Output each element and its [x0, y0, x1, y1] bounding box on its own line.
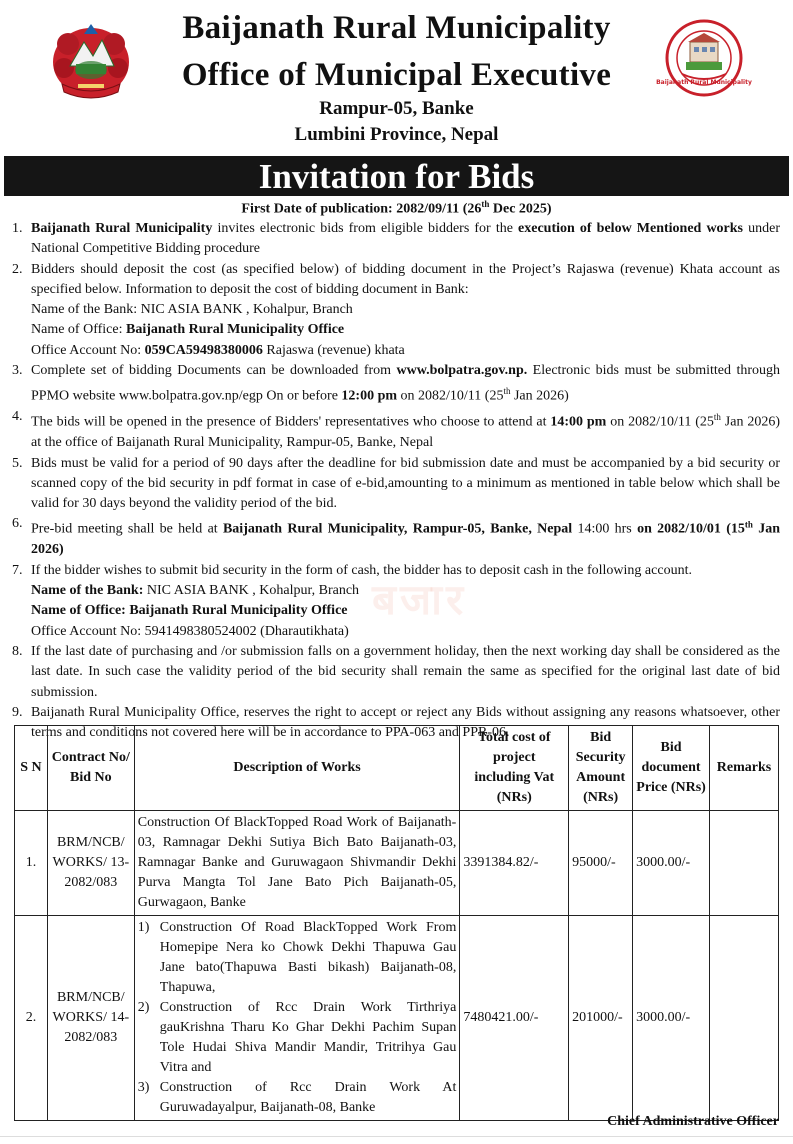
cell-doc-price: 3000.00/-	[633, 916, 710, 1121]
cell-remarks	[710, 916, 779, 1121]
col-remarks: Remarks	[710, 726, 779, 811]
col-sn: S N	[15, 726, 48, 811]
cell-bid-security: 201000/-	[569, 916, 633, 1121]
office-name: Office of Municipal Executive	[181, 57, 612, 93]
office-line: Name of Office: Baijanath Rural Municipality Office	[31, 603, 348, 619]
work-item: 3) Construction of Rcc Drain Work At Guruwadayalpur, Baijanath-08, Banke	[137, 1080, 457, 1115]
municipality-seal-icon	[656, 18, 752, 98]
list-item: 1. Baijanath Rural Municipality invites electronic bids from eligible bidders for the execution of below Mentioned works under National Competitive Bidding procedure	[12, 221, 780, 257]
divider	[0, 1136, 793, 1137]
bank-name: Name of the Bank: NIC ASIA BANK , Kohalpur, Branch	[31, 583, 360, 599]
works-table	[14, 725, 779, 1121]
cell-contract: BRM/NCB/ WORKS/ 13-2082/083	[47, 811, 134, 916]
col-contract: Contract No/ Bid No	[47, 726, 134, 811]
cell-description: Construction Of BlackTopped Road Work of Baijanath-03, Ramnagar Dekhi Sutiya Bich Bato Baijanath-03, Ramnagar Banke and Guruwagaon Shivmandir Dekhi Purva Mangta Tol Jane Bato Pich Baijanath-05, Gurwagaon, Banke	[134, 811, 460, 916]
bolpatra-link[interactable]: www.bolpatra.gov.np.	[396, 363, 528, 379]
list-item: 3. Complete set of bidding Documents can be downloaded from www.bolpatra.gov.np. Electronic bids must be submitted through PPMO website www.bolpatra.gov.np/egp On or before 12:00 pm on 2082/10/11 (25th Jan 2026)	[12, 363, 781, 405]
cell-remarks	[710, 811, 779, 916]
work-item: 2) Construction of Rcc Drain Work Tirthriya gauKrishna Tharu Ko Ghar Dekhi Pachim Supan Tole Hudai Shiva Mandir Mandir, Tritrihya Gau Vitra and	[137, 1000, 457, 1075]
bank-name: Name of the Bank: NIC ASIA BANK , Kohalpur, Branch	[31, 302, 353, 318]
cell-sn: 1.	[15, 811, 48, 916]
col-description: Description of Works	[134, 726, 460, 811]
signatory-title: Chief Administrative Officer	[607, 1114, 779, 1129]
publication-date: First Date of publication: 2082/09/11 (26th Dec 2025)	[241, 199, 552, 217]
list-item: 2. Bidders should deposit the cost (as specified below) of bidding document in the Project’s Rajaswa (revenue) Khata account as specified below. Information to deposit the cost of bidding document in Bank: Name of the Bank: NIC ASIA BANK , Kohalpur, Branch Name of Office: Baijanath Rural Municipality Office Office Account No: 059CA59498380006 Rajaswa (revenue) khata	[12, 260, 780, 361]
account-line: Office Account No: 059CA59498380006 Rajaswa (revenue) khata	[31, 342, 405, 358]
province-line: Lumbini Province, Nepal	[294, 124, 499, 145]
header	[0, 0, 793, 160]
table-header-row	[15, 726, 779, 811]
municipality-name: Baijanath Rural Municipality	[182, 10, 611, 46]
account-line: Office Account No: 5941498380524002 (Dharautikhata)	[31, 623, 349, 639]
cell-bid-security: 95000/-	[569, 811, 633, 916]
cell-description	[134, 916, 460, 1121]
title-banner: Invitation for Bids	[4, 156, 789, 196]
watermark: बजार	[372, 575, 468, 624]
list-item: 9. Baijanath Rural Municipality Office, reserves the right to accept or reject any Bids without assigning any reasons whatsoever, other terms and conditions not covered here will be in accordance to PPA-063 and PPR-06.	[12, 704, 780, 741]
cell-doc-price: 3000.00/-	[633, 811, 710, 916]
cell-total-cost: 7480421.00/-	[460, 916, 569, 1121]
list-item: 6. Pre-bid meeting shall be held at Baijanath Rural Municipality, Rampur-05, Banke, Nepal 14:00 hrs on 2082/10/01 (15th Jan 2026)	[12, 516, 780, 558]
list-item: 8. If the last date of purchasing and /or submission falls on a government holiday, then the next working day shall be considered as the last date. In such case the validity period of the bid security shall remain the same as specified for the original last date of bid submission.	[12, 643, 780, 700]
bid-instructions	[12, 219, 780, 743]
col-doc-price: Bid document Price (NRs)	[633, 726, 710, 811]
address-line: Rampur-05, Banke	[319, 98, 474, 119]
cell-sn: 2.	[15, 916, 48, 1121]
seal-label: Baijanath Rural Municipality	[656, 79, 752, 86]
work-item: 1) Construction Of Road BlackTopped Work From Homepipe Nera ko Chowk Dekhi Thapuwa Gau Jane bato(Thapuwa Basti bikash) Baijanath-08, Thapuwa,	[137, 920, 457, 995]
office-line: Name of Office: Baijanath Rural Municipality Office	[31, 322, 345, 338]
list-item: 5. Bids must be valid for a period of 90 days after the deadline for bid submission date and must be accompanied by a bid security or scanned copy of the bid security in pdf format in case of e-bid,amounting to a minimum as mentioned in table below which shall be valid for 30 days beyond the validity period of the bid.	[12, 455, 780, 512]
list-item: 7. If the bidder wishes to submit bid security in the form of cash, the bidder has to deposit cash in the following account. Name of the Bank: NIC ASIA BANK , Kohalpur, Branch Name of Office: Baijanath Rural Municipality Office Office Account No: 5941498380524002 (Dharautikhata)	[12, 561, 780, 642]
col-bid-security: Bid Security Amount (NRs)	[569, 726, 633, 811]
table-row	[15, 811, 779, 916]
cell-total-cost: 3391384.82/-	[460, 811, 569, 916]
cell-contract: BRM/NCB/ WORKS/ 14-2082/083	[47, 916, 134, 1121]
col-total-cost: Total cost of project including Vat (NRs)	[460, 726, 569, 811]
table-row	[15, 916, 779, 1121]
list-item: 4. The bids will be opened in the presence of Bidders' representatives who choose to attend at 14:00 pm on 2082/10/11 (25th Jan 2026) at the office of Baijanath Rural Municipality, Rampur-05, Banke, Nepal	[12, 409, 780, 451]
